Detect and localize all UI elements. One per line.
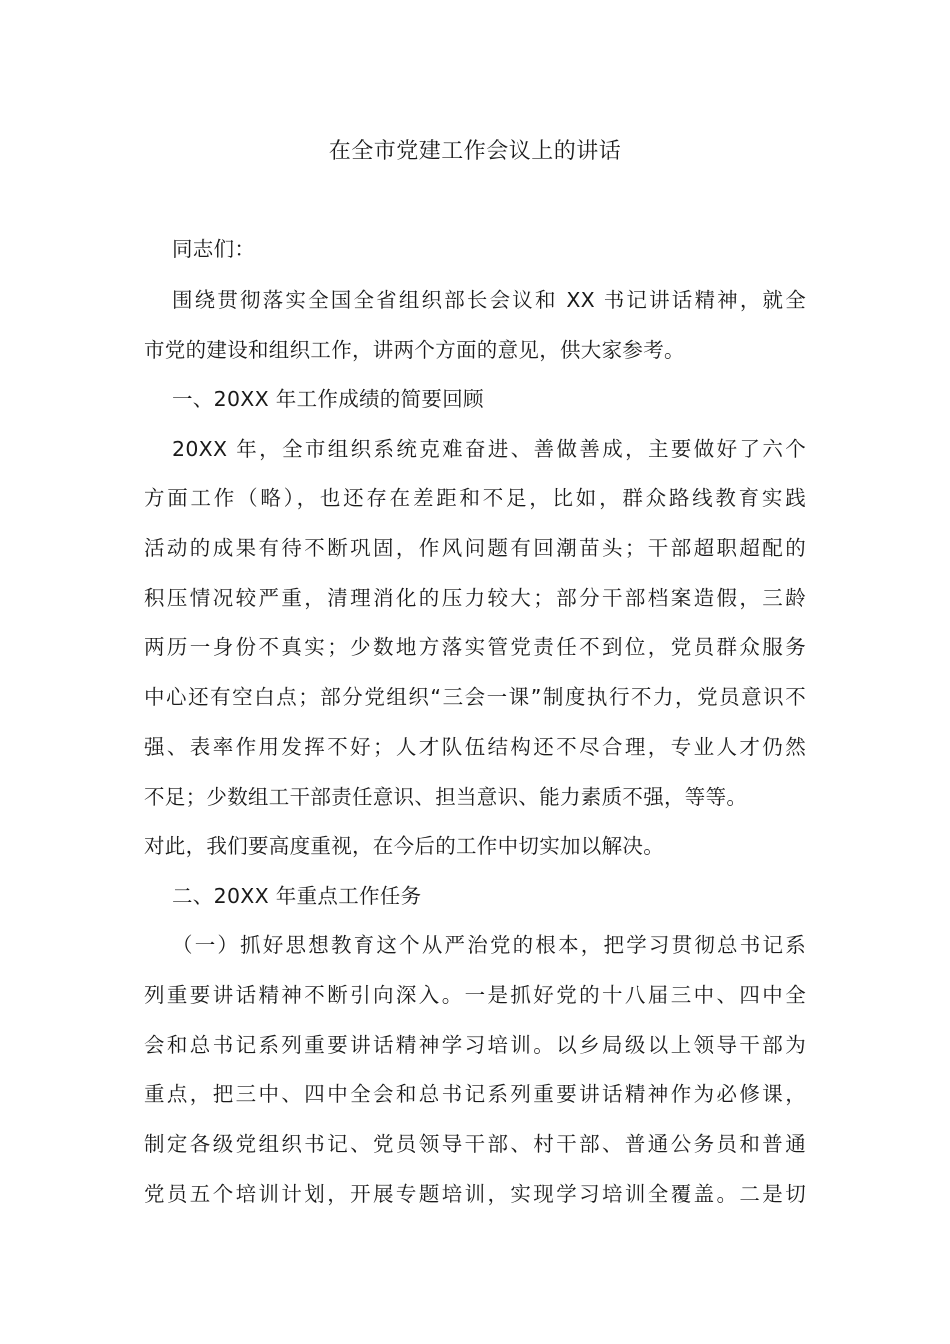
paragraph-line: （一）抓好思想教育这个从严治党的根本，把学习贯彻总书记系 [172, 933, 806, 957]
paragraph-line: 制定各级党组织书记、党员领导干部、村干部、普通公务员和普通 [144, 1132, 806, 1156]
paragraph-line: 对此，我们要高度重视，在今后的工作中切实加以解决。 [144, 834, 664, 858]
document-title: 在全市党建工作会议上的讲话 [328, 139, 622, 164]
paragraph-line: 活动的成果有待不断巩固，作风问题有回潮苗头；干部超职超配的 [144, 536, 806, 560]
salutation: 同志们： [172, 237, 256, 261]
paragraph-line: 方面工作（略），也还存在差距和不足，比如，群众路线教育实践 [144, 486, 806, 510]
paragraph-line: 不足；少数组工干部责任意识、担当意识、能力素质不强，等等。 [144, 785, 748, 809]
section-heading: 一、20XX 年工作成绩的简要回顾 [172, 387, 484, 411]
paragraph-line: 积压情况较严重，清理消化的压力较大；部分干部档案造假，三龄 [144, 586, 806, 610]
paragraph-line: 中心还有空白点；部分党组织“三会一课”制度执行不力，党员意识不 [144, 685, 806, 709]
paragraph-line: 两历一身份不真实；少数地方落实管党责任不到位，党员群众服务 [144, 635, 806, 659]
paragraph-line: 列重要讲话精神不断引向深入。一是抓好党的十八届三中、四中全 [144, 983, 806, 1007]
paragraph-line: 强、表率作用发挥不好；人才队伍结构还不尽合理，专业人才仍然 [144, 735, 806, 759]
paragraph-line: 围绕贯彻落实全国全省组织部长会议和 XX 书记讲话精神，就全 [172, 288, 806, 312]
section-heading: 二、20XX 年重点工作任务 [172, 884, 422, 908]
paragraph-line: 重点，把三中、四中全会和总书记系列重要讲话精神作为必修课， [144, 1082, 806, 1106]
paragraph-line: 20XX 年，全市组织系统克难奋进、善做善成，主要做好了六个 [172, 437, 806, 461]
paragraph-line: 市党的建设和组织工作，讲两个方面的意见，供大家参考。 [144, 338, 685, 362]
paragraph-line: 党员五个培训计划，开展专题培训，实现学习培训全覆盖。二是切 [144, 1182, 806, 1206]
paragraph-line: 会和总书记系列重要讲话精神学习培训。以乡局级以上领导干部为 [144, 1033, 806, 1057]
